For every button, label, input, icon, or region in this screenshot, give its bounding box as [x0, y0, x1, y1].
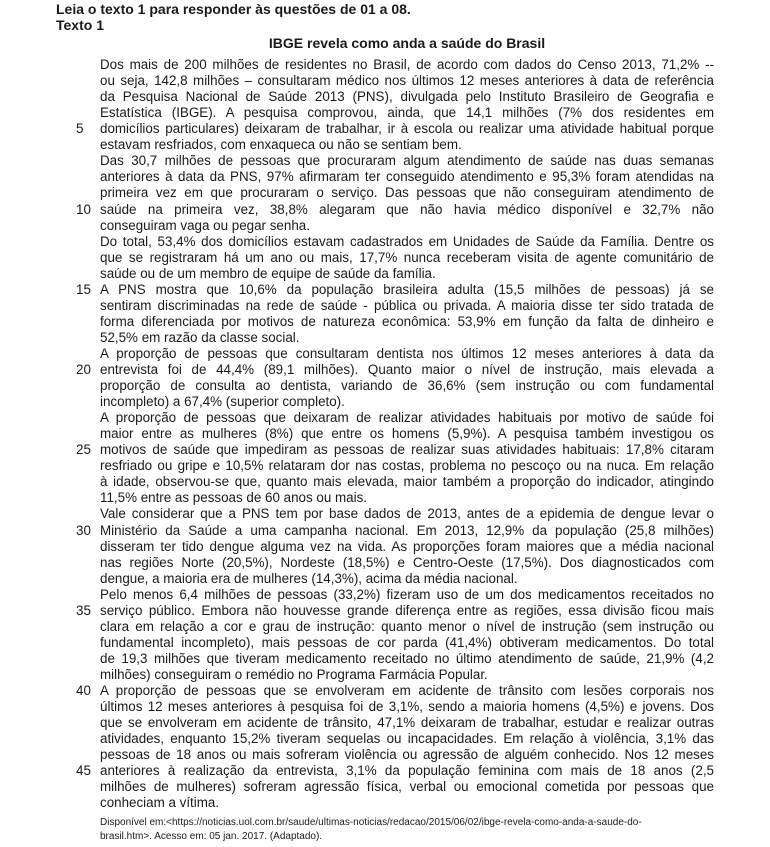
line-number: 20: [76, 361, 91, 377]
text-line: primeira vez em que procuraram o serviço. Das pessoas que não conseguiram atendimento de: [100, 185, 714, 201]
text-line: Dos mais de 200 milhões de residentes no Brasil, de acordo com dados do Censo 2013, 71,2% --: [100, 57, 714, 72]
text-line: que se registraram há um ano ou mais, 17,7% nunca receberam visita de agente comunitário de: [100, 249, 714, 265]
text-line: serviço público. Embora não houvesse grande diferença entre as regiões, essa divisão ficou mais: [100, 602, 714, 618]
text-line: A proporção de pessoas que deixaram de realizar atividades habituais por motivo de saúde foi: [100, 410, 714, 426]
text-line: Estatística (IBGE). A pesquisa comprovou, ainda, que 14,1 milhões (7% dos residentes em: [100, 105, 714, 121]
text-line: Vale considerar que a PNS tem por base dados de 2013, antes de a epidemia de dengue levar o: [100, 506, 714, 522]
text-line: Das 30,7 milhões de pessoas que procuraram algum atendimento de saúde nas duas semanas: [100, 153, 714, 169]
text-label: Texto 1: [56, 17, 104, 33]
source-citation-line-1: Disponível em:<https://noticias.uol.com.br/saude/ultimas-noticias/redacao/2015/06/02/ibge-revela-como-anda-a-saude-do-: [100, 817, 642, 828]
line-number: 40: [76, 683, 91, 698]
text-line: A proporção de pessoas que se envolveram em acidente de trânsito com lesões corporais nos: [100, 683, 714, 698]
line-number: 45: [76, 763, 91, 779]
text-line: ou seja, 142,8 milhões – consultaram médico nos últimos 12 meses anteriores à data de referência: [100, 73, 714, 88]
line-number: 30: [76, 522, 91, 538]
text-line: últimos 12 meses anteriores à pesquisa foi de 3,1%, sendo a maioria homens (4,5%) e jovens. Dos: [100, 699, 714, 714]
text-line: forma diferenciada por motivos de natureza econômica: 53,9% em função da falta de dinheiro e: [100, 313, 714, 329]
text-line: Pelo menos 6,4 milhões de pessoas (33,2%) fizeram uso de um dos medicamentos receitados no: [100, 586, 714, 602]
text-line: resfriado ou gripe e 10,5% relataram dor nas costas, problema no pescoço ou na nuca. Em relação: [100, 458, 714, 474]
text-line: pessoas de 18 anos ou mais sofreram violência ou agressão de alguém conhecido. Nos 12 meses: [100, 747, 714, 763]
text-line: estavam resfriados, com enxaqueca ou não se sentiam bem.: [100, 137, 462, 153]
instruction-heading: Leia o texto 1 para responder às questões de 01 a 08.: [56, 1, 411, 17]
text-line: que se envolveram em acidente de trânsito, 47,1% deixaram de trabalhar, estudar e realizar outras: [100, 715, 714, 731]
article-title: IBGE revela como anda a saúde do Brasil: [268, 35, 546, 51]
text-line: conseguiram vaga ou pegar senha.: [100, 217, 310, 233]
text-line: disseram ter tido dengue alguma vez na vida. As proporções foram maiores que a média nacional: [100, 538, 714, 554]
text-line: Do total, 53,4% dos domicílios estavam cadastrados em Unidades de Saúde da Família. Dentre os: [100, 233, 714, 249]
text-line: clara em relação a cor e grau de instrução: quanto menor o nível de instrução (sem instrução ou: [100, 618, 714, 634]
text-line: proporção de consulta ao dentista, variando de 36,6% (sem instrução ou com fundamental: [100, 378, 714, 393]
source-citation-line-2: brasil.htm>. Acesso em: 05 jan. 2017. (Adaptado).: [100, 831, 323, 842]
line-number: 35: [76, 602, 91, 618]
text-line: saúde ou de um membro de equipe de saúde da família.: [100, 265, 436, 281]
text-line: atividades, enquanto 15,2% tiveram sequelas ou incapacidades. Em relação à violência, 3,1% das: [100, 731, 714, 747]
text-line: fundamental incompleto), mais pessoas de cor parda (41,4%) obtiveram medicamentos. Do total: [100, 634, 714, 650]
text-line: domicílios particulares) deixaram de trabalhar, ir à escola ou realizar uma atividade habitual porque: [100, 121, 714, 137]
text-line: dengue, a maioria era de mulheres (14,3%), acima da média nacional.: [100, 570, 518, 586]
text-line: à idade, observou-se que, quanto mais elevada, maior também a proporção do indicador, atingindo: [100, 474, 714, 490]
text-line: de 19,3 milhões que tiveram medicamento receitado no último atendimento de saúde, 21,9% (4,2: [100, 650, 714, 666]
text-line: A proporção de pessoas que consultaram dentista nos últimos 12 meses anteriores à data da: [100, 345, 714, 361]
text-line: maior entre as mulheres (8%) que entre os homens (5,9%). A pesquisa também investigou os: [100, 426, 714, 442]
line-number: 5: [76, 121, 84, 137]
text-line: anteriores à data da PNS, 97% afirmaram ter conseguido atendimento e 95,3% foram atendidas na: [100, 169, 714, 185]
text-line: entrevista foi de 44,4% (89,1 milhões). Quanto maior o nível de instrução, mais elevada a: [100, 361, 714, 377]
text-line: anteriores à realização da entrevista, 3,1% da população feminina com mais de 18 anos (2,5: [100, 763, 714, 779]
text-line: conheciam a vítima.: [100, 795, 220, 811]
text-line: milhões) conseguiram o remédio no Programa Farmácia Popular.: [100, 666, 488, 682]
text-line: 11,5% entre as pessoas de 60 anos ou mais.: [100, 490, 367, 506]
text-line: sentiram discriminadas na rede de saúde - pública ou privada. A maioria disse ter sido tratada de: [100, 297, 714, 313]
text-line: Ministério da Saúde a uma campanha nacional. Em 2013, 12,9% da população (25,8 milhões): [100, 522, 714, 538]
text-line: incompleto) a 67,4% (superior completo).: [100, 394, 345, 410]
line-number: 25: [76, 442, 91, 458]
text-line: milhões de mulheres) sofreram agressão física, verbal ou emocional cometida por pessoas que: [100, 779, 714, 795]
text-line: 52,5% em razão da classe social.: [100, 329, 300, 345]
line-number: 15: [76, 281, 91, 297]
text-line: A PNS mostra que 10,6% da população brasileira adulta (15,5 milhões de pessoas) já se: [100, 281, 714, 297]
text-line: motivos de saúde que impediram as pessoas de realizar suas atividades habituais: 17,8% citaram: [100, 442, 714, 458]
text-line: da Pesquisa Nacional de Saúde 2013 (PNS), divulgada pelo Instituto Brasileiro de Geografia e: [100, 89, 714, 105]
text-line: saúde na primeira vez, 38,8% alegaram que não havia médico disponível e 32,7% não: [100, 201, 714, 217]
line-number: 10: [76, 201, 91, 217]
text-line: nas regiões Norte (20,5%), Nordeste (18,5%) e Centro-Oeste (17,5%). Dos diagnosticados com: [100, 554, 714, 570]
